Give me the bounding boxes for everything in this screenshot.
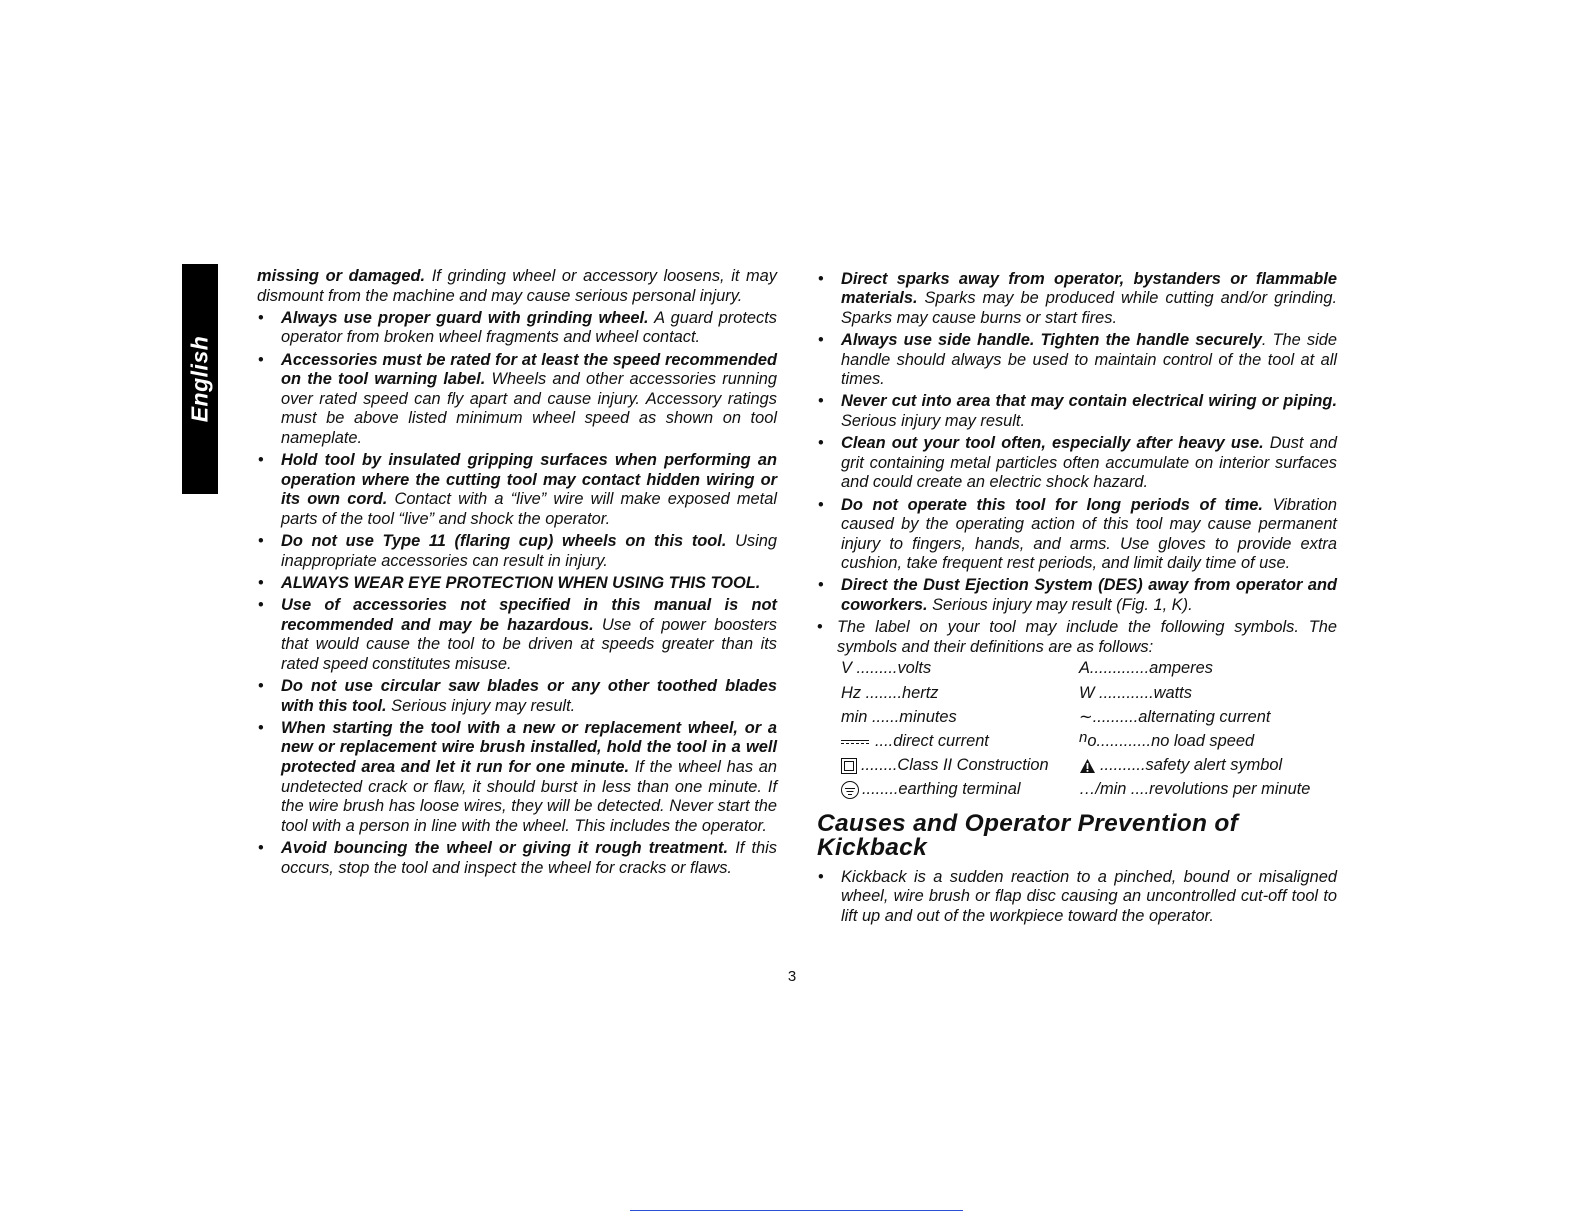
- symbols-intro: [817, 618, 1337, 657]
- symbol-hertz-text: Hz ........hertz: [841, 683, 939, 702]
- item-text: Contact with a “live” wire will make exposed metal parts of the tool “live” and shock the operator.: [281, 490, 777, 528]
- list-item: [257, 719, 777, 837]
- symbol-rpm-text: …/min ....revolutions per minute: [1079, 779, 1311, 798]
- item-bold: Do not use circular saw blades or any other toothed blades with this tool.: [281, 677, 777, 715]
- symbol-amperes-text: A.............amperes: [1079, 659, 1213, 678]
- symbol-alternating-current: [1079, 708, 1339, 728]
- footer-rule: [630, 1210, 963, 1211]
- list-item: [257, 309, 777, 348]
- item-bold: When starting the tool with a new or replacement wheel, or a new or replacement wire brush installed, hold the tool in a well protected area and let it run for one minute.: [281, 718, 777, 776]
- list-item: [257, 451, 777, 529]
- symbol-volts: [841, 659, 1079, 679]
- item-bold: Use of accessories not specified in this manual is not recommended and may be hazardous.: [281, 596, 777, 634]
- list-item: [257, 839, 777, 878]
- item-text: Serious injury may result.: [386, 696, 576, 715]
- list-item: [817, 576, 1337, 615]
- symbol-ac-text: ..........alternating current: [1092, 707, 1271, 726]
- list-item: [257, 574, 777, 594]
- item-bold: Avoid bouncing the wheel or giving it rough treatment.: [281, 838, 729, 857]
- list-item: [257, 596, 777, 674]
- symbol-earth-text: ........earthing terminal: [862, 779, 1021, 798]
- page-number: 3: [787, 968, 797, 985]
- item-text: Wheels and other accessories running over rated speed can fly apart and cause injury. Accessory ratings must be above listed minimum wheel speed as shown on tool nameplate.: [281, 370, 777, 447]
- item-bold: Do not operate this tool for long periods of time.: [841, 495, 1263, 514]
- kickback-list: [817, 868, 1337, 927]
- safety-alert-icon: [1079, 758, 1096, 774]
- list-item: [257, 677, 777, 716]
- class-ii-construction-icon: [841, 758, 857, 774]
- symbol-no-load-speed: [1079, 728, 1339, 752]
- symbol-rpm: [1079, 780, 1339, 800]
- item-bold: Always use side handle. Tighten the handle securely: [841, 330, 1262, 349]
- item-bold: Do not use Type 11 (flaring cup) wheels on this tool.: [281, 532, 727, 551]
- item-bold: Accessories must be rated for at least the speed recommended on the tool warning label.: [281, 350, 777, 389]
- symbol-direct-current: [841, 732, 1079, 752]
- intro-paragraph: [257, 267, 777, 306]
- intro-text: If grinding wheel or accessory loosens, it may dismount from the machine and may cause serious personal injury.: [257, 267, 777, 305]
- symbol-minutes-text: min ......minutes: [841, 707, 957, 726]
- direct-current-icon: [841, 738, 869, 746]
- language-tab-label: English: [186, 335, 213, 423]
- item-text: Serious injury may result.: [841, 411, 1026, 430]
- intro-bold: missing or damaged.: [257, 267, 426, 285]
- symbol-minutes: [841, 708, 1079, 728]
- list-item: [817, 868, 1337, 927]
- earthing-terminal-icon: [841, 781, 859, 799]
- item-bold: ALWAYS WEAR EYE PROTECTION WHEN USING THIS TOOL.: [281, 573, 761, 592]
- item-text: . The side handle should always be used to maintain control of the tool at all times.: [841, 330, 1337, 389]
- symbols-table: [841, 659, 1337, 799]
- list-item: [817, 496, 1337, 574]
- item-text: A guard protects operator from broken wheel fragments and wheel contact.: [281, 308, 777, 347]
- right-column: [817, 267, 1337, 926]
- symbol-dc-text: ....direct current: [875, 731, 989, 750]
- list-item: [817, 392, 1337, 431]
- left-column: [257, 267, 777, 878]
- list-item: [257, 532, 777, 571]
- item-bold: Clean out your tool often, especially after heavy use.: [841, 434, 1264, 453]
- item-text: Sparks may be produced while cutting and/or grinding. Sparks may cause burns or start fires.: [841, 289, 1337, 327]
- list-item: [817, 270, 1337, 329]
- item-bold: Direct sparks away from operator, bystanders or flammable materials.: [841, 269, 1337, 308]
- section-heading: Causes and Operator Prevention of Kickback: [817, 809, 1239, 861]
- symbol-class-ii: [841, 756, 1079, 776]
- symbols-intro-text: The label on your tool may include the following symbols. The symbols and their definitions are as follows:: [837, 618, 1337, 656]
- left-bullet-list: [257, 309, 777, 878]
- item-text: If the wheel has an undetected crack or flaw, it should burst in less than one minute. If the wire brush has loose wires, they will be detected. Never start the tool with a person in line with the wheel. This includes the operator.: [281, 758, 777, 835]
- symbol-noload-text: o............no load speed: [1087, 731, 1255, 750]
- item-text: Vibration caused by the operating action of this tool may cause permanent injury to fingers, hands, and arms. Use gloves to provide extra cushion, take frequent rest periods, and limit daily time of use.: [841, 495, 1337, 573]
- symbol-earthing: [841, 780, 1079, 800]
- symbol-safety-alert: [1079, 756, 1339, 776]
- item-bold: Always use proper guard with grinding wheel.: [281, 308, 649, 327]
- item-bold: Direct the Dust Ejection System (DES) away from operator and coworkers.: [841, 576, 1337, 615]
- right-bullet-list: [817, 270, 1337, 658]
- item-text: Using inappropriate accessories can result in injury.: [281, 532, 777, 570]
- symbol-volts-text: V .........volts: [841, 659, 932, 678]
- no-load-speed-icon: n: [1079, 728, 1088, 746]
- language-tab: [182, 264, 218, 494]
- item-text: Dust and grit containing metal particles often accumulate on interior surfaces and could create an electric shock hazard.: [841, 434, 1337, 492]
- list-item: [817, 434, 1337, 493]
- symbol-hertz: [841, 684, 1079, 704]
- list-item: [817, 331, 1337, 390]
- item-bold: Never cut into area that may contain electrical wiring or piping.: [841, 392, 1337, 411]
- item-text: Use of power boosters that would cause the tool to be driven at speeds greater than its rated speed constitutes misuse.: [281, 615, 777, 673]
- item-text: Serious injury may result (Fig. 1, K).: [927, 596, 1193, 615]
- item-text: If this occurs, stop the tool and inspect the wheel for cracks or flaws.: [281, 838, 777, 877]
- list-item: [257, 351, 777, 449]
- alternating-current-icon: ∼: [1079, 707, 1093, 726]
- symbol-safety-text: ..........safety alert symbol: [1100, 755, 1283, 774]
- item-bold: Hold tool by insulated gripping surfaces when performing an operation where the cutting tool may contact hidden wiring or its own cord.: [281, 451, 777, 509]
- symbol-watts-text: W ............watts: [1079, 683, 1192, 702]
- symbol-class2-text: ........Class II Construction: [861, 755, 1049, 774]
- symbol-amperes: [1079, 659, 1339, 679]
- kickback-text: Kickback is a sudden reaction to a pinched, bound or misaligned wheel, wire brush or flap disc causing an uncontrolled cut-off tool to lift up and out of the workpiece toward the operator.: [841, 867, 1337, 925]
- symbol-watts: [1079, 684, 1339, 704]
